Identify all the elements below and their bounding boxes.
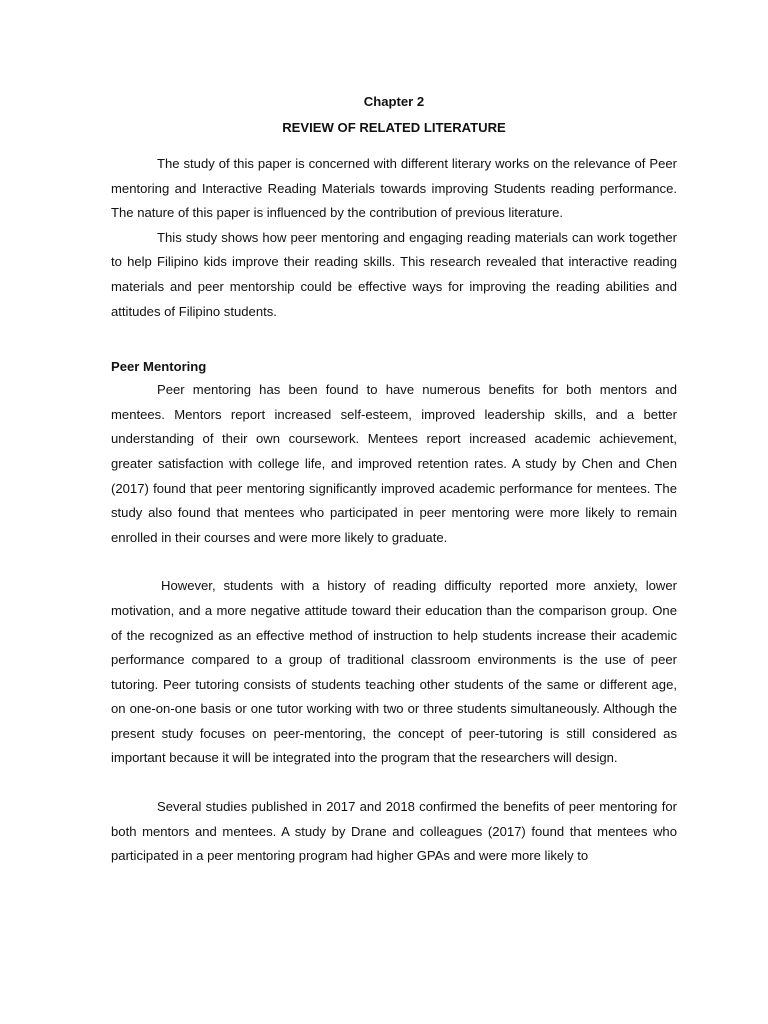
section-paragraph: Several studies published in 2017 and 2018 confirmed the benefits of peer mentoring for both mentors and mentees. A study by Drane and colleagues (2017) found that mentees who participated in a peer mentoring program had higher GPAs and were more likely to xyxy=(111,799,677,864)
intro-paragraph: This study shows how peer mentoring and engaging reading materials can work together to help Filipino kids improve their reading skills. This research revealed that interactive reading materials and peer mentorship could be effective ways for improving the reading abilities and attitudes of Filipino students. xyxy=(111,229,677,319)
section-paragraph: Peer mentoring has been found to have numerous benefits for both mentors and mentees. Mentors report increased self-esteem, improved leadership skills, and a better understanding of their own coursework. Mentees report increased academic achievement, greater satisfaction with college life, and improved retention rates. A study by Chen and Chen (2017) found that peer mentoring significantly improved academic performance for mentees. The study also found that mentees who participated in peer mentoring were more likely to remain enrolled in their courses and were more likely to graduate. xyxy=(111,382,677,545)
document-page xyxy=(111,92,677,869)
spacer xyxy=(111,550,677,574)
spacer xyxy=(111,771,677,795)
section-heading: Peer Mentoring xyxy=(111,359,207,375)
page-title: REVIEW OF RELATED LITERATURE xyxy=(282,120,506,135)
section-paragraph: However, students with a history of reading difficulty reported more anxiety, lower motivation, and a more negative attitude toward their education than the comparison group. One of the recognized as an effective method of instruction to help students increase their academic performance compared to a group of traditional classroom environments is the use of peer tutoring. Peer tutoring consists of students teaching other students of the same or different age, on one-on-one basis or one tutor working with two or three students simultaneously. Although the present study focuses on peer-mentoring, the concept of peer-tutoring is still considered as important because it will be integrated into the program that the researchers will design. xyxy=(111,578,677,766)
intro-paragraph: The study of this paper is concerned with different literary works on the relevance of Peer mentoring and Interactive Reading Materials towards improving Students reading performance. The nature of this paper is influenced by the contribution of previous literature. xyxy=(111,156,677,221)
chapter-label: Chapter 2 xyxy=(363,94,425,109)
spacer xyxy=(111,324,677,348)
